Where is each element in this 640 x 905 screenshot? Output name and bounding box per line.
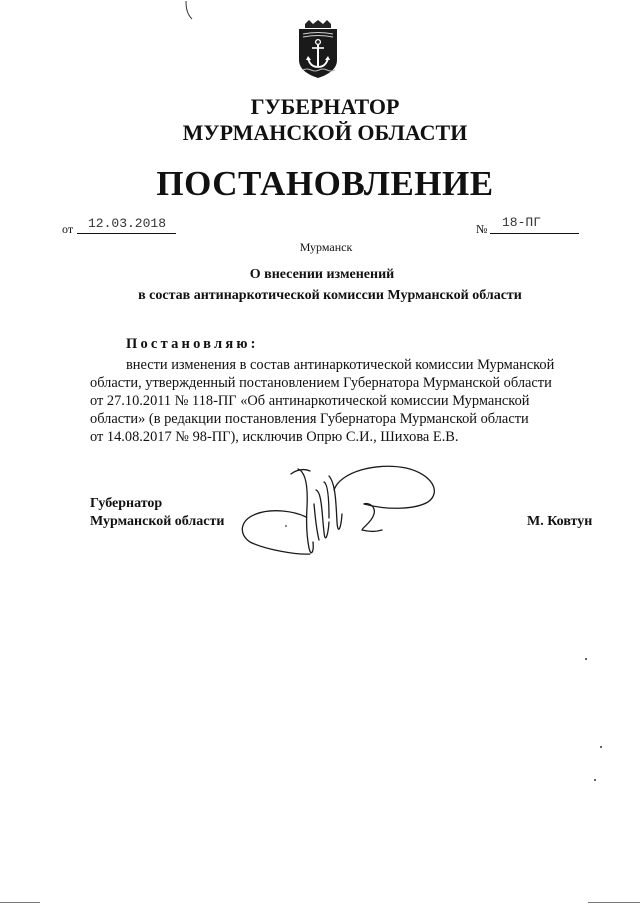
scan-speck [585, 658, 587, 660]
number-label: № [476, 222, 488, 236]
murmansk-coat-of-arms-icon [293, 20, 343, 78]
scan-edge-mark [588, 902, 640, 903]
body-line: внести изменения в состав антинаркотической комиссии Мурманской [126, 357, 555, 373]
scan-speck [594, 779, 596, 781]
resolve-heading: Постановляю: [126, 336, 259, 352]
date-value: 12.03.2018 [88, 216, 167, 231]
subject-line2: в состав антинаркотической комиссии Мурманской области [138, 288, 522, 303]
handwritten-signature-icon [236, 462, 446, 562]
issuer-title-line1: ГУБЕРНАТОР [250, 94, 400, 119]
stray-mark [184, 0, 196, 22]
signer-title-line2: Мурманской области [90, 514, 225, 529]
body-line-last: от 14.08.2017 № 98-ПГ), исключив Опрю С.И., Шихова Е.В. [90, 429, 459, 445]
number-underline [490, 233, 579, 234]
body-line: области» (в редакции постановления Губернатора Мурманской области [90, 411, 529, 427]
date-label: от [62, 222, 74, 236]
document-type-title: ПОСТАНОВЛЕНИЕ [156, 164, 494, 203]
signer-title-line1: Губернатор [90, 496, 163, 511]
city-name: Мурманск [299, 240, 353, 254]
date-underline [77, 233, 176, 234]
body-line: от 27.10.2011 № 118-ПГ «Об антинаркотической комиссии Мурманской [90, 393, 530, 409]
body-line: области, утвержденный постановлением Губернатора Мурманской области [90, 375, 552, 391]
scan-edge-mark [0, 902, 40, 903]
scan-speck [600, 746, 602, 748]
issuer-title-line2: МУРМАНСКОЙ ОБЛАСТИ [182, 120, 468, 145]
subject-line1: О внесении изменений [249, 267, 395, 282]
signer-name: М. Ковтун [527, 514, 593, 529]
number-value: 18-ПГ [502, 215, 542, 230]
